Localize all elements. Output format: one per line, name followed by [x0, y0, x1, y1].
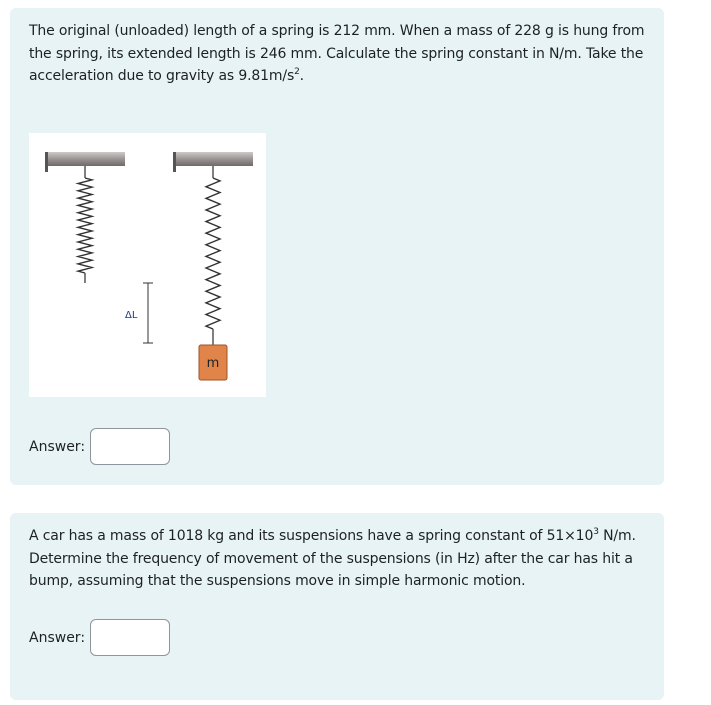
question-text-1: The original (unloaded) length of a spring is 212 mm. When a mass of 228 g is hung from the spring, its extended length is 246 mm. Calculate the spring constant in N/m. Take the acceleration due to gravity as $9.81m/s^2$. — [29, 23, 645, 84]
answer-row-1 — [29, 428, 170, 465]
spring-diagram — [29, 133, 266, 397]
mass-block — [199, 345, 227, 380]
answer-input-1[interactable] — [90, 428, 170, 465]
spring-unloaded — [78, 166, 92, 283]
mass-label: m — [206, 356, 220, 371]
delta-length-label: ΔL — [125, 310, 138, 321]
spring-loaded — [206, 166, 220, 345]
question-card-1 — [10, 8, 664, 485]
answer-label-1: Answer: — [29, 438, 86, 455]
answer-label-2: Answer: — [29, 629, 86, 646]
question-text-2: A car has a mass of 1018 kg and its suspensions have a spring constant of $51\times 10^3$ N/m. Determine the frequency of movement of the suspensions (in Hz) after the car has hit a bump, assuming that the suspensions move in simple harmonic motion. — [29, 527, 636, 589]
answer-input-2[interactable] — [90, 619, 170, 656]
answer-row-2 — [29, 619, 170, 656]
question-card-2 — [10, 513, 664, 700]
delta-length-marker — [125, 283, 153, 343]
